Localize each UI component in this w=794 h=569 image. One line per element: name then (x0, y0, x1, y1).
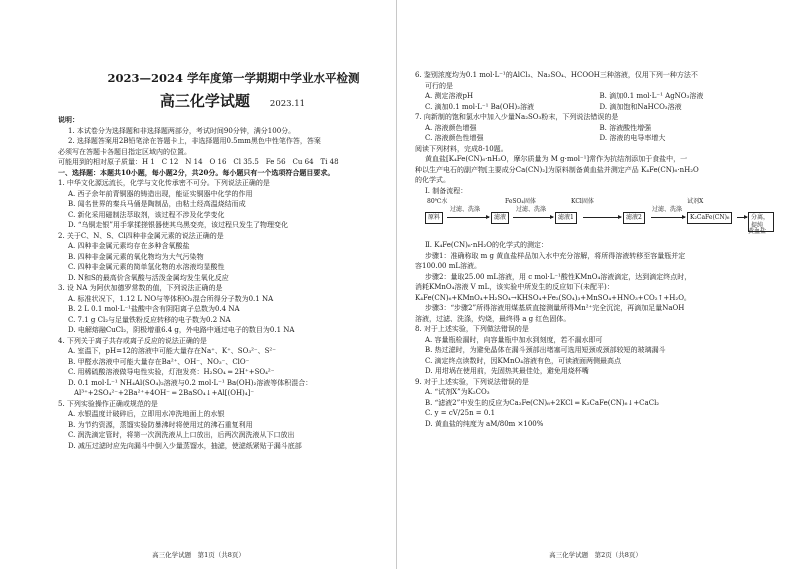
option-row (415, 91, 774, 102)
text-line: D. “乌铜走银”用手掌揉搓银器使其乌黑变亮，该过程只发生了物理变化 (68, 221, 288, 229)
text-line: C. 四种非金属元素的简单氢化物的水溶液均显酸性 (68, 263, 225, 271)
text-line: A. 西子余年前青铜器的铸造出现，能证实铜器中化学的作用 (68, 189, 253, 198)
page-right (397, 0, 794, 569)
atomic-masses: 可能用到的相对原子质量：H 1 C 12 N 14 O 16 Cl 35.5 Fe 56 Cu 64 Ti 48 (58, 158, 339, 166)
text-line: B. 闻名世界的秦兵马俑是陶制品，由粘土经高温烧结而成 (68, 200, 246, 208)
right-question-list (415, 70, 774, 91)
text-line: 4. 下列关于离子共存或离子反应的说法正确的是 (58, 336, 207, 345)
text-line: 步骤3：“步骤2”所得溶液用煤基质直接测量所得Mn²⁺完全沉淀，再滴加足量NaOH (425, 304, 685, 312)
flow-arrow-3 (583, 217, 621, 218)
option-text: A. 测定溶液pH (425, 92, 474, 100)
note-2: 2. 选择题答案用2B铅笔涂在答题卡上，非选择题用0.5mm黑色中性笔作答，答案 (68, 137, 321, 145)
text-line: 6. 鉴别浓度均为0.1 mol·L⁻¹的AlCl₃、Na₂SO₄、HCOOH三种溶液，仅用下列一种方法不 (415, 71, 698, 79)
flow-arrow-1 (447, 217, 489, 218)
option-text: A. 溶液颜色增强 (425, 123, 477, 132)
left-question-list (58, 178, 389, 451)
text-line: B. 热过滤时，为避免晶体在漏斗颈部出堵塞可选用短颈或颈部较短的玻璃漏斗 (425, 346, 666, 354)
text-line: D. 黄血盐的纯度为 aM/80m ×100% (425, 419, 544, 428)
text-line: 步骤1：准确称取 m g 黄血盐样品加入水中充分溶解，将所得溶液转移至容量瓶并定 (425, 251, 686, 260)
flow-op-2: 过滤、洗涤 (516, 206, 547, 213)
text-line: B. 四种非金属元素的氧化物均为大气污染物 (68, 252, 204, 261)
text-line: D. 0.1 mol·L⁻¹ NH₄Al(SO₄)₂溶液与0.2 mol·L⁻¹ Ba(OH)₂溶液等体积混合： (68, 378, 313, 387)
text-line: A. 四种非金属元素均存在多种含氧酸盐 (68, 242, 190, 250)
text-line: C. 7.1 g Cl₂与足量铁粉反应转移的电子数为0.2 NA (68, 315, 231, 324)
text-line: D. N和S的最高价含氧酸与活泼金属均发生氧化反应 (68, 273, 229, 282)
text-line: 黄血盐[K₄Fe(CN)₆·nH₂O，摩尔质量为 M g·mol⁻¹]常作为抗结剂添加于食盐中，一 (425, 155, 688, 163)
notes-title: 说明： (58, 115, 79, 124)
flow-box-filtrate: 滤液 (491, 212, 509, 224)
note-1: 1. 本试卷分为选择题和非选择题两部分，考试时间90分钟，满分100分。 (68, 126, 296, 135)
flow-box-filtrate-1: 滤液1 (555, 212, 577, 224)
text-line: 种以生产电石的副产物[主要成分Ca(CN)₂]为原料制备黄血盐并测定产品 K₄Fe(CN)₆·nH₂O (415, 165, 699, 174)
text-line: C. 用稀硫酸溶液做导电性实验，灯泡发亮：H₂SO₄ ═ 2H⁺+SO₄²⁻ (68, 368, 275, 376)
text-line: D. 减压过滤时应先向漏斗中倒入少量蒸馏水，抽滤，使滤纸紧贴于漏斗底部 (68, 441, 302, 450)
text-line: C. 新化采用磁制法萃取剂，该过程不涉及化学变化 (68, 210, 225, 219)
text-line: K₄Fe(CN)₆+KMnO₄+H₂SO₄→KHSO₄+Fe₂(SO₄)₃+MnSO₄+HNO₃+CO₂↑+H₂O。 (415, 293, 691, 302)
text-line: 溶液，过滤、洗涤，灼烧，最终得 a g 红色固体。 (415, 314, 571, 323)
text-line: 消耗KMnO₄溶液 V mL，该实验中所发生的反应如下(未配平)： (415, 283, 614, 291)
text-line: A. 容量瓶检漏时，向容量瓶中加水到刻度，若不漏水即可 (425, 335, 603, 344)
text-line: C. 润洗滴定管时，将第一次润洗液从上口放出，后两次润洗液从下口放出 (68, 431, 295, 439)
text-line: Ⅱ. K₄Fe(CN)₆·nH₂O的化学式的测定： (425, 241, 548, 249)
text-line: Al³⁺+2SO₄²⁻+2Ba²⁺+4OH⁻ ═ 2BaSO₄↓+Al[(OH)₄]⁻ (74, 389, 255, 397)
text-line: C. y = cV/25n = 0.1 (425, 409, 496, 417)
text-line: 8. 对于上述实验，下列做法错误的是 (415, 325, 529, 333)
text-line: 5. 下列实验操作正确或规范的是 (58, 399, 158, 408)
flow-label-water: 80℃水 (427, 198, 448, 205)
text-line: 阅读下列材料，完成8-10题。 (415, 144, 508, 153)
flow-arrow-4 (651, 217, 685, 218)
option-text: B. 溶液酸性增强 (599, 123, 652, 132)
experiment-and-questions (415, 240, 774, 429)
process-flow-diagram (425, 198, 774, 238)
text-line: A. 标准状况下，1.12 L NO与等体积O₂混合所得分子数为0.1 NA (68, 294, 274, 303)
flow-box-raw: 原料 (425, 212, 443, 224)
option-row (415, 133, 774, 144)
text-line: 3. 设 NA 为阿伏加德罗常数的值，下列说法正确的是 (58, 284, 223, 292)
flow-arrow-2 (513, 217, 553, 218)
q7-options (415, 123, 774, 144)
text-line: 容100.00 mL溶液。 (415, 262, 482, 270)
flow-arrow-5 (737, 217, 747, 218)
text-line: B. 2 L 0.1 mol·L⁻¹盐酸中含有阴阳离子总数为0.4 NA (68, 305, 240, 313)
exam-header: 2023—2024 学年度第一学期期中学业水平检测 (107, 71, 360, 85)
exam-title (76, 90, 389, 111)
option-text: D. 溶液的电导率增大 (599, 134, 666, 142)
footer-right: 高三化学试题 第2页（共8页） (549, 551, 642, 559)
option-row (415, 102, 774, 113)
flow-op-1: 过滤、洗涤 (450, 206, 481, 213)
q6-options (415, 91, 774, 112)
text-line: 9. 对于上述实验，下列说法错误的是 (415, 377, 529, 386)
text-line: D. 电解熔融CuCl₂，阴极增重6.4 g，外电路中通过电子的数目为0.1 NA (68, 326, 295, 334)
flow-box-filtrate-2: 滤液2 (623, 212, 645, 224)
q7-stem: 7. 向新制的饱和氯水中加入少量Na₂SO₃粉末，下列说法错误的是 (415, 113, 619, 121)
text-line: 可行的是 (425, 81, 453, 90)
text-line: B. 为节约资源，蒸馏实验防暴沸时将使用过的沸石重复利用 (68, 420, 253, 429)
option-text: D. 滴加饱和NaHCO₃溶液 (599, 102, 682, 111)
flow-label-reagent-x: 试剂X (687, 198, 704, 205)
reading-material (415, 144, 774, 197)
flow-op-3: 过滤、洗涤 (652, 206, 683, 213)
flow-box-intermediate: K₂CaFe(CN)₆ (687, 212, 732, 224)
text-line: 步骤2：量取25.00 mL溶液，用 c mol·L⁻¹酸性KMnO₄溶液滴定，达到滴定终点时， (425, 272, 692, 281)
option-text: C. 滴加0.1 mol·L⁻¹ Ba(OH)₂溶液 (425, 102, 535, 111)
text-line: 1. 中华文化源远流长，化学与文化传承密不可分。下列说法正确的是 (58, 179, 270, 187)
exam-date: 2023.11 (269, 99, 306, 109)
option-text: B. 滴加0.1 mol·L⁻¹ AgNO₃溶液 (599, 92, 704, 100)
option-row (415, 123, 774, 134)
flow-box-separation: 分离，提纯 (748, 212, 774, 232)
flow-label-feso4: FeSO₄固体 (505, 198, 536, 205)
text-line: 2. 关于C、N、S、Cl四种非金属元素的说法正确的是 (58, 231, 224, 240)
text-line: 的化学式。 (415, 176, 450, 184)
text-line: B. 甲醛水溶液中可能大量存在Ba²⁺、OH⁻、NO₃⁻、ClO⁻ (68, 357, 250, 366)
flow-box-final: 黄血盐 (748, 228, 767, 235)
text-line: Ⅰ. 制备流程： (425, 186, 468, 195)
note-2b: 必须写在答题卡各题目指定区域内的位置。 (58, 147, 191, 156)
text-line: D. 用坩埚在使用前，先固热其最佳处，避免用烧杯嘴 (425, 367, 589, 375)
text-line: A. “试剂X”为K₂CO₃ (425, 388, 490, 396)
exam-title-text: 高三化学试题 (159, 92, 250, 110)
text-line: A. 水银温度计破碎后，立即用水冲洗地面上的水银 (68, 410, 225, 418)
text-line: A. 室温下，pH=12的溶液中可能大量存在Na⁺、K⁺、SO₃²⁻、S²⁻ (68, 347, 276, 355)
section-one-heading: 一、选择题：本题共10小题，每小题2分，共20分。每小题只有一个选项符合题目要求。 (58, 167, 335, 177)
footer-left: 高三化学试题 第1页（共8页） (152, 551, 245, 559)
flow-label-kcl: KCl固体 (571, 198, 594, 205)
option-text: C. 溶液颜色性增强 (425, 134, 484, 142)
text-line: B. “滤液2”中发生的反应为Ca₂Fe(CN)₆+2KCl ═ K₂CaFe(CN)₆↓+CaCl₂ (425, 398, 660, 407)
text-line: C. 滴定终点读数时，因KMnO₄溶液有色，可读液面两侧最高点 (425, 356, 622, 365)
